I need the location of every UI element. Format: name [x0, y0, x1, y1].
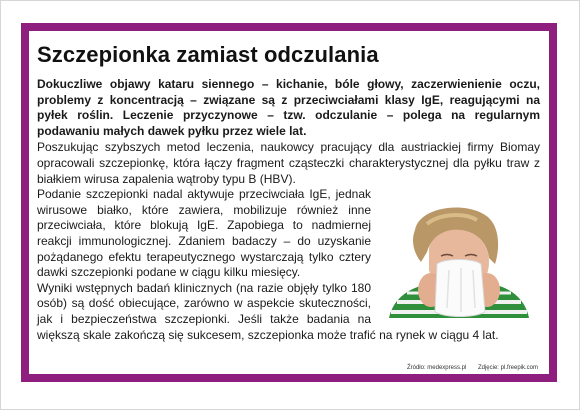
source-credit: Źródło: medexpress.pl	[406, 365, 467, 371]
article-body	[37, 77, 540, 343]
body-paragraph-3: Wyniki wstępnych badań klinicznych (na razie objęły tylko 180 osób) są dość obiecujące, zarówno w aspekcie skuteczności, jak i bezpieczeństwa szczepionki. Jeśli także badania na większą skale zakończą się sukcesem, szczepionka może trafić na rynek w ciągu 4 lat.	[37, 280, 499, 342]
body-paragraph-1: Poszukując szybszych metod leczenia, naukowcy pracujący dla austriackiej firmy Biomay opracowali szczepionkę, która łączy fragment cząsteczki charakterystycznej dla pyłku traw z białkiem wirusa zapalenia wątroby typu B (HBV).	[37, 140, 540, 186]
poster-title: Szczepionka zamiast odczulania	[37, 42, 379, 67]
photo-credit: Zdjęcie: pl.freepik.com	[477, 365, 538, 371]
credits-line	[407, 365, 538, 371]
lead-paragraph: Dokuczliwe objawy kataru siennego – kichanie, bóle głowy, zaczerwienienie oczu, problemy z koncentracją – związane są z przeciwciałami klasy IgE, reagującymi na pyłek roślin. Leczenie przyczynowe – tzw. odczulanie – polega na regularnym podawaniu małych dawek pyłku przez wiele lat.	[37, 77, 540, 138]
sneezing-person-photo	[377, 200, 537, 318]
poster-card	[21, 23, 557, 382]
body-paragraph-2: Podanie szczepionki nadal aktywuje przeciwciała IgE, jednak wirusowe białko, które zawiera, mobilizuje również inne przeciwciała, które blokują IgE. Zapobiega to nadmiernej reakcji immunologicznej. Zdaniem badaczy – do uzyskanie pożądanego efektu terapeutycznego wystarczają tylko cztery dawki szczepionki podane w ciągu kilku miesięcy.	[37, 187, 371, 280]
